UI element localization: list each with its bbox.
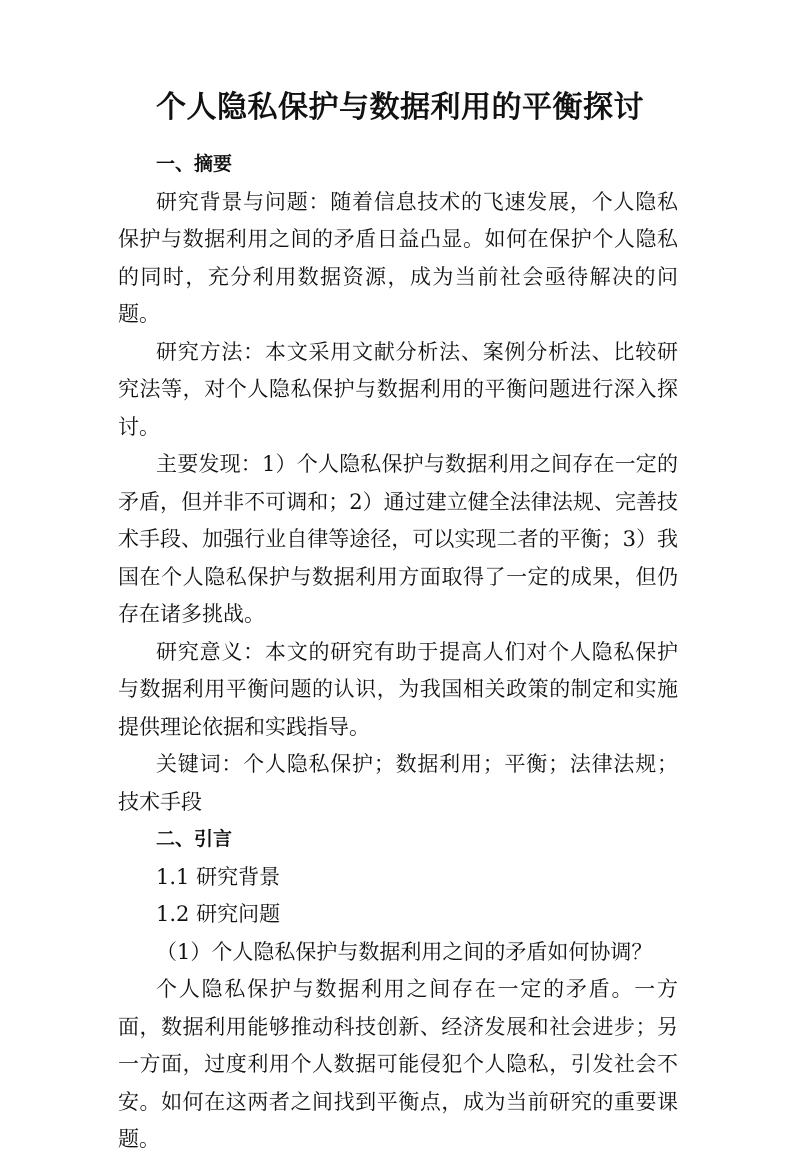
abstract-findings-paragraph: 主要发现：1）个人隐私保护与数据利用之间存在一定的矛盾，但并非不可调和；2）通过建立健全法律法规、完善技术手段、加强行业自律等途径，可以实现二者的平衡；3）我国在个人隐私保护与数据利用方面取得了一定的成果，但仍存在诸多挑战。: [118, 452, 678, 626]
research-question-1: （1）个人隐私保护与数据利用之间的矛盾如何协调？: [156, 939, 653, 964]
introduction-heading: 二、引言: [156, 828, 233, 850]
abstract-significance-paragraph: 研究意义：本文的研究有助于提高人们对个人隐私保护与数据利用平衡问题的认识，为我国相关政策的制定和实施提供理论依据和实践指导。: [118, 639, 678, 739]
abstract-methods-paragraph: 研究方法：本文采用文献分析法、案例分析法、比较研究法等，对个人隐私保护与数据利用的平衡问题进行深入探讨。: [118, 339, 678, 439]
document-title: 个人隐私保护与数据利用的平衡探讨: [156, 90, 644, 125]
subsection-research-background: 1.1 研究背景: [156, 864, 281, 889]
keywords-line: 关键词：个人隐私保护；数据利用；平衡；法律法规；技术手段: [118, 752, 678, 814]
abstract-heading: 一、摘要: [156, 153, 233, 175]
abstract-background-paragraph: 研究背景与问题：随着信息技术的飞速发展，个人隐私保护与数据利用之间的矛盾日益凸显。如何在保护个人隐私的同时，充分利用数据资源，成为当前社会亟待解决的问题。: [118, 189, 678, 326]
introduction-paragraph: 个人隐私保护与数据利用之间存在一定的矛盾。一方面，数据利用能够推动科技创新、经济发展和社会进步；另一方面，过度利用个人数据可能侵犯个人隐私，引发社会不安。如何在这两者之间找到平衡点，成为当前研究的重要课题。: [118, 977, 678, 1151]
document-body: [118, 146, 678, 1159]
subsection-research-questions: 1.2 研究问题: [156, 902, 281, 926]
